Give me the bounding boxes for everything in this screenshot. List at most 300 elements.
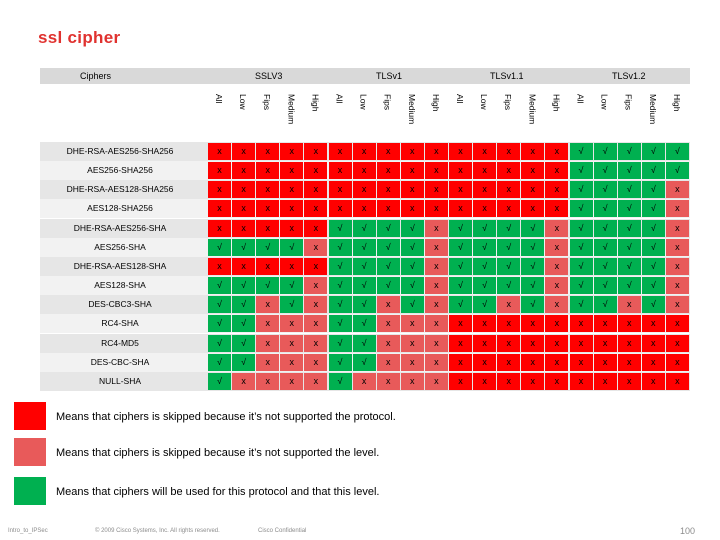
table-cell: x [497,373,520,390]
table-cell: √ [497,258,520,275]
legend-text: Means that ciphers is skipped because it’s not supported the protocol. [56,411,396,423]
table-row [40,219,690,238]
table-cell: x [401,200,424,217]
protocol-header-sslv3: SSLV3 [255,71,283,81]
table-cell: √ [377,239,400,256]
table-cell: x [377,200,400,217]
table-cell: x [401,315,424,332]
table-cell: x [353,200,376,217]
table-row [40,161,690,180]
table-cell: √ [449,220,472,237]
table-cell: x [256,143,279,160]
table-cell: √ [618,220,641,237]
ciphers-header: Ciphers [80,71,112,81]
legend-item [14,438,704,468]
table-cell: x [545,354,568,371]
table-cell: x [473,162,496,179]
table-cell: x [642,335,665,352]
table-cell: x [425,258,448,275]
table-cell: √ [642,200,665,217]
table-cell: √ [401,296,424,313]
level-header-label: Low [358,94,369,110]
table-cell: x [570,373,593,390]
table-row [40,238,690,257]
table-cell: x [497,200,520,217]
table-cell: x [304,162,327,179]
table-cell: x [304,143,327,160]
table-cell: x [256,200,279,217]
table-cell: √ [449,258,472,275]
table-cell: x [304,220,327,237]
table-cell: x [449,143,472,160]
table-cell: x [473,354,496,371]
table-cell: √ [329,373,352,390]
table-cell: √ [642,239,665,256]
table-cell: x [545,200,568,217]
table-cell: x [473,335,496,352]
table-row [40,180,690,199]
table-cell: x [570,335,593,352]
table-cell: √ [642,181,665,198]
cipher-name: DHE-RSA-AES128-SHA [73,260,167,271]
table-cell: x [329,181,352,198]
table-cell: √ [232,315,255,332]
table-cell: x [521,143,544,160]
table-cell: √ [594,239,617,256]
cipher-name: DHE-RSA-AES128-SHA256 [66,184,174,195]
table-cell: √ [594,296,617,313]
table-cell: x [594,373,617,390]
table-cell: x [666,296,689,313]
table-cell: x [256,220,279,237]
legend-item [14,402,704,432]
cipher-name: AES256-SHA [94,241,146,252]
level-header-label: All [214,94,224,104]
table-cell: x [377,315,400,332]
table-cell: x [256,335,279,352]
level-header-label: High [551,94,562,112]
table-cell: √ [521,220,544,237]
table-cell: x [377,354,400,371]
table-cell: x [208,143,231,160]
legend-item [14,477,704,507]
level-header-label: Medium [286,94,297,125]
table-cell: x [545,296,568,313]
table-cell: x [618,335,641,352]
table-cell: x [545,162,568,179]
table-cell: √ [208,354,231,371]
table-cell: √ [618,162,641,179]
table-cell: √ [642,143,665,160]
legend-text: Means that ciphers is skipped because it’s not supported the level. [56,447,380,459]
table-cell: x [304,258,327,275]
table-cell: √ [280,296,303,313]
protocol-header-tlsv12: TLSv1.2 [612,71,646,81]
table-row [40,353,690,372]
table-cell: √ [208,335,231,352]
level-header-label: Medium [647,94,658,125]
table-cell: x [304,181,327,198]
table-cell: x [666,335,689,352]
level-header-label: Low [479,94,490,110]
table-cell: x [329,200,352,217]
cipher-name: AES128-SHA256 [87,203,153,214]
table-cell: x [232,200,255,217]
table-cell: x [280,200,303,217]
table-cell: x [497,143,520,160]
table-cell: √ [377,258,400,275]
legend-swatch [14,438,46,466]
table-cell: x [521,315,544,332]
cipher-name: DES-CBC3-SHA [88,299,152,310]
table-cell: √ [642,296,665,313]
table-cell: x [256,315,279,332]
table-cell: x [232,220,255,237]
table-cell: x [449,162,472,179]
table-cell: √ [594,277,617,294]
cipher-name: DHE-RSA-AES256-SHA [73,222,167,233]
table-cell: √ [329,277,352,294]
table-cell: x [401,143,424,160]
cipher-name: AES256-SHA256 [87,165,153,176]
table-cell: x [280,143,303,160]
level-header-label: Medium [406,94,417,125]
table-cell: x [521,354,544,371]
table-cell: x [594,335,617,352]
level-header-label: Fips [262,94,273,111]
table-cell: x [208,200,231,217]
table-cell: x [256,181,279,198]
table-cell: x [594,315,617,332]
table-cell: x [401,162,424,179]
table-cell: x [425,143,448,160]
protocol-header-band [40,68,690,84]
table-cell: x [280,315,303,332]
table-cell: x [618,373,641,390]
table-cell: √ [473,258,496,275]
level-header-label: High [671,94,682,112]
table-cell: √ [570,239,593,256]
table-cell: x [256,258,279,275]
table-cell: √ [497,277,520,294]
table-cell: x [425,181,448,198]
table-cell: √ [570,258,593,275]
table-cell: x [545,239,568,256]
table-cell: x [401,181,424,198]
level-header-label: All [334,94,345,104]
table-cell: x [473,143,496,160]
table-cell: x [208,220,231,237]
table-row [40,199,690,218]
cipher-name: RC4-MD5 [101,337,139,348]
table-cell: x [353,143,376,160]
table-cell: x [425,200,448,217]
table-cell: √ [353,277,376,294]
table-cell: x [545,373,568,390]
table-cell: √ [570,181,593,198]
table-cell: x [256,373,279,390]
table-cell: √ [329,335,352,352]
table-cell: √ [280,239,303,256]
table-cell: √ [208,373,231,390]
table-cell: x [208,162,231,179]
table-cell: x [666,315,689,332]
table-cell: x [497,354,520,371]
table-cell: x [521,373,544,390]
table-cell: x [545,315,568,332]
table-cell: x [256,354,279,371]
level-header-label: All [575,94,586,104]
table-cell: x [377,143,400,160]
table-cell: √ [618,181,641,198]
page-title: ssl cipher [38,28,121,47]
table-cell: x [304,315,327,332]
table-cell: x [618,354,641,371]
table-cell: x [425,277,448,294]
table-cell: x [666,181,689,198]
table-cell: x [280,258,303,275]
table-cell: x [449,315,472,332]
table-cell: √ [232,335,255,352]
table-cell: x [304,335,327,352]
table-cell: x [545,220,568,237]
table-cell: x [232,258,255,275]
table-cell: x [642,315,665,332]
cipher-name: DES-CBC-SHA [90,356,150,367]
table-cell: √ [642,258,665,275]
table-cell: √ [594,143,617,160]
table-cell: x [666,239,689,256]
table-row [40,314,690,333]
table-cell: √ [473,220,496,237]
table-row [40,334,690,353]
table-cell: √ [570,143,593,160]
table-cell: √ [353,220,376,237]
table-cell: x [497,315,520,332]
table-cell: √ [329,239,352,256]
table-cell: x [304,296,327,313]
table-cell: √ [618,258,641,275]
table-cell: √ [570,220,593,237]
table-cell: √ [449,296,472,313]
table-cell: x [280,373,303,390]
table-cell: x [208,181,231,198]
table-cell: x [449,200,472,217]
table-cell: √ [353,296,376,313]
table-cell: √ [594,181,617,198]
table-cell: √ [232,277,255,294]
table-cell: x [473,200,496,217]
table-cell: √ [353,354,376,371]
level-header-label: Fips [623,94,634,111]
level-header-label: Fips [503,94,514,111]
table-cell: x [353,181,376,198]
table-cell: x [545,277,568,294]
table-cell: √ [594,200,617,217]
table-cell: √ [401,239,424,256]
table-cell: √ [594,162,617,179]
protocol-header-tlsv11: TLSv1.1 [490,71,524,81]
table-cell: x [666,258,689,275]
table-cell: √ [256,239,279,256]
table-cell: x [232,162,255,179]
table-row [40,276,690,295]
table-cell: x [304,354,327,371]
protocol-header-tlsv1: TLSv1 [376,71,403,81]
table-cell: x [497,335,520,352]
table-cell: x [521,335,544,352]
table-cell: √ [401,220,424,237]
legend-text: Means that ciphers will be used for this protocol and that this level. [56,486,380,498]
table-cell: x [353,373,376,390]
legend-swatch [14,402,46,430]
table-cell: √ [521,296,544,313]
table-cell: x [449,354,472,371]
table-cell: x [594,354,617,371]
table-cell: x [256,162,279,179]
table-cell: √ [521,258,544,275]
footer-copyright: © 2009 Cisco Systems, Inc. All rights reserved. [95,528,220,534]
table-cell: x [377,181,400,198]
table-cell: √ [666,143,689,160]
table-cell: x [232,181,255,198]
table-cell: x [232,373,255,390]
table-cell: x [666,220,689,237]
table-cell: √ [497,220,520,237]
table-cell: √ [570,277,593,294]
table-cell: x [618,315,641,332]
table-cell: x [570,315,593,332]
table-cell: √ [377,277,400,294]
table-row [40,142,690,161]
table-cell: x [280,354,303,371]
table-cell: x [666,277,689,294]
table-cell: √ [401,258,424,275]
table-cell: x [304,239,327,256]
table-row [40,295,690,314]
table-cell: √ [208,296,231,313]
table-cell: x [304,200,327,217]
table-row [40,372,690,391]
table-cell: √ [329,354,352,371]
table-cell: x [497,296,520,313]
table-cell: x [545,181,568,198]
table-cell: x [497,162,520,179]
table-cell: x [377,373,400,390]
table-cell: x [449,373,472,390]
table-cell: x [280,162,303,179]
table-cell: √ [256,277,279,294]
table-cell: x [642,354,665,371]
table-cell: x [570,354,593,371]
level-header-label: Low [599,94,610,110]
table-cell: x [329,162,352,179]
table-cell: √ [618,200,641,217]
table-cell: x [521,181,544,198]
table-cell: x [545,335,568,352]
level-header-label: High [310,94,321,112]
table-cell: √ [618,277,641,294]
table-cell: √ [353,335,376,352]
table-cell: √ [232,239,255,256]
table-cell: x [425,162,448,179]
table-cell: x [497,181,520,198]
table-cell: x [425,296,448,313]
table-cell: x [208,258,231,275]
table-cell: √ [232,296,255,313]
table-cell: x [642,373,665,390]
table-cell: √ [521,239,544,256]
table-cell: √ [329,296,352,313]
table-cell: √ [642,220,665,237]
table-cell: x [425,239,448,256]
table-cell: √ [570,162,593,179]
table-cell: √ [570,296,593,313]
table-cell: x [425,315,448,332]
table-cell: x [256,296,279,313]
table-cell: x [449,181,472,198]
table-cell: x [280,335,303,352]
table-cell: √ [666,162,689,179]
table-cell: x [377,335,400,352]
table-cell: x [545,258,568,275]
table-cell: x [280,181,303,198]
table-cell: x [425,335,448,352]
table-cell: √ [449,239,472,256]
level-header-label: Medium [527,94,538,125]
level-header-label: All [455,94,465,104]
table-cell: √ [497,239,520,256]
table-cell: √ [401,277,424,294]
footer-deck-name: Intro_to_IPSec [8,528,48,534]
legend-swatch [14,477,46,505]
table-cell: x [425,354,448,371]
table-cell: √ [570,200,593,217]
table-cell: √ [280,277,303,294]
table-cell: √ [473,239,496,256]
table-cell: √ [208,239,231,256]
level-header-label: High [430,94,441,112]
cipher-name: AES128-SHA [94,280,146,291]
table-cell: √ [329,220,352,237]
table-cell: x [473,315,496,332]
table-cell: √ [377,220,400,237]
table-cell: √ [594,220,617,237]
cipher-name: NULL-SHA [98,375,142,386]
table-cell: x [521,200,544,217]
table-cell: √ [329,315,352,332]
cipher-name: DHE-RSA-AES256-SHA256 [66,146,174,156]
table-cell: x [401,335,424,352]
table-cell: x [473,373,496,390]
table-row [40,257,690,276]
table-cell: x [304,277,327,294]
cipher-name: RC4-SHA [101,318,139,329]
level-header-label: Low [238,94,249,110]
table-cell: x [521,162,544,179]
page-number: 100 [680,526,696,536]
table-cell: √ [232,354,255,371]
table-cell: x [401,354,424,371]
table-cell: x [232,143,255,160]
table-cell: x [666,354,689,371]
table-cell: x [353,162,376,179]
table-cell: √ [329,258,352,275]
table-cell: √ [473,277,496,294]
table-cell: x [329,143,352,160]
table-cell: x [377,162,400,179]
table-cell: √ [594,258,617,275]
